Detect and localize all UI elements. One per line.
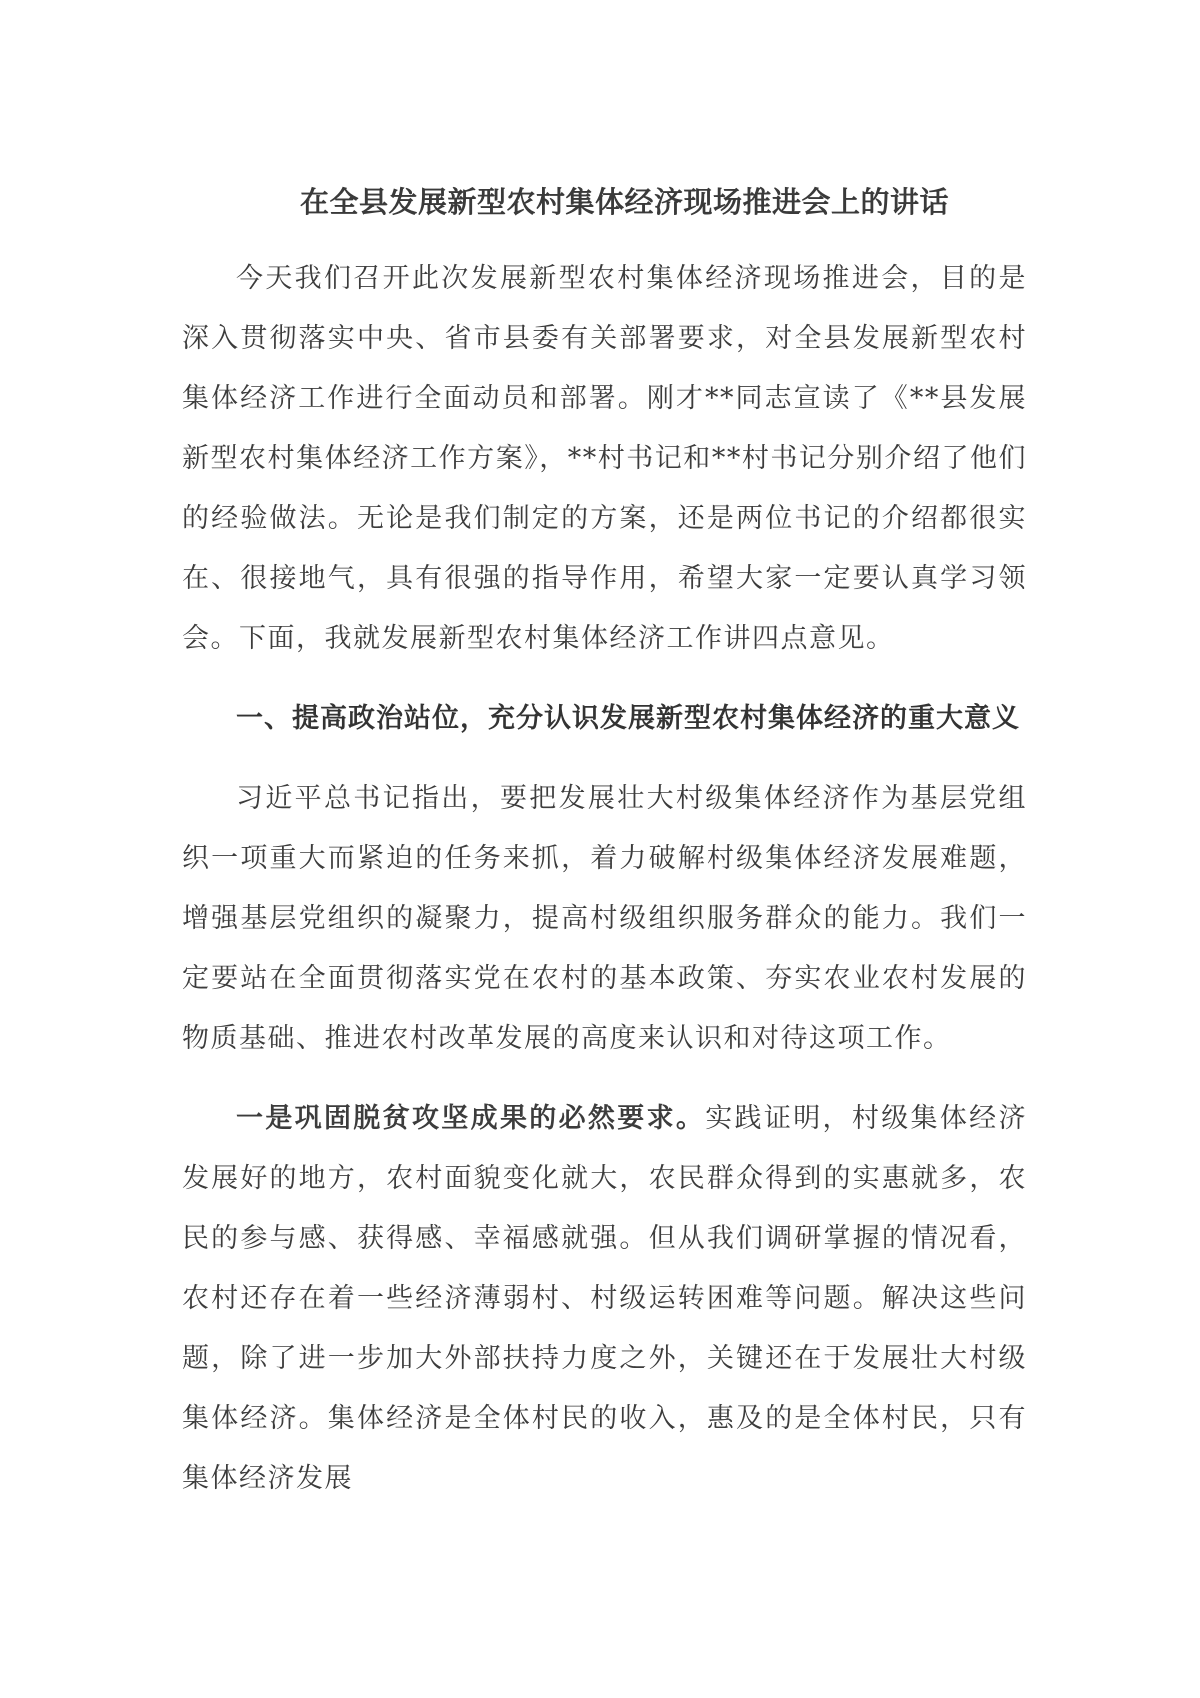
document-title: 在全县发展新型农村集体经济现场推进会上的讲话: [299, 185, 949, 219]
section-1-paragraph: 习近平总书记指出，要把发展壮大村级集体经济作为基层党组织一项重大而紧迫的任务来抓，着力破解村级集体经济发展难题，增强基层党组织的凝聚力，提高村级组织服务群众的能力。我们一定要站在全面贯彻落实党在农村的基本政策、夯实农业农村发展的物质基础、推进农村改革发展的高度来认识和对待这项工作。: [182, 783, 1027, 1054]
point-1-body: 实践证明，村级集体经济发展好的地方，农村面貌变化就大，农民群众得到的实惠就多，农民的参与感、获得感、幸福感就强。但从我们调研掌握的情况看，农村还存在着一些经济薄弱村、村级运转困难等问题。解决这些问题，除了进一步加大外部扶持力度之外，关键还在于发展壮大村级集体经济。集体经济是全体村民的收入，惠及的是全体村民，只有集体经济发展: [182, 1103, 1028, 1494]
section-heading-1: 一、提高政治站位，充分认识发展新型农村集体经济的重大意义: [236, 703, 1020, 734]
point-1-paragraph: [182, 1089, 1027, 1509]
intro-paragraph: 今天我们召开此次发展新型农村集体经济现场推进会，目的是深入贯彻落实中央、省市县委有关部署要求，对全县发展新型农村集体经济工作进行全面动员和部署。刚才**同志宣读了《**县发展新型农村集体经济工作方案》，**村书记和**村书记分别介绍了他们的经验做法。无论是我们制定的方案，还是两位书记的介绍都很实在、很接地气，具有很强的指导作用，希望大家一定要认真学习领会。下面，我就发展新型农村集体经济工作讲四点意见。: [182, 263, 1027, 654]
document-body: [182, 180, 1027, 1529]
point-1-lead: 一是巩固脱贫攻坚成果的必然要求。: [236, 1103, 706, 1134]
